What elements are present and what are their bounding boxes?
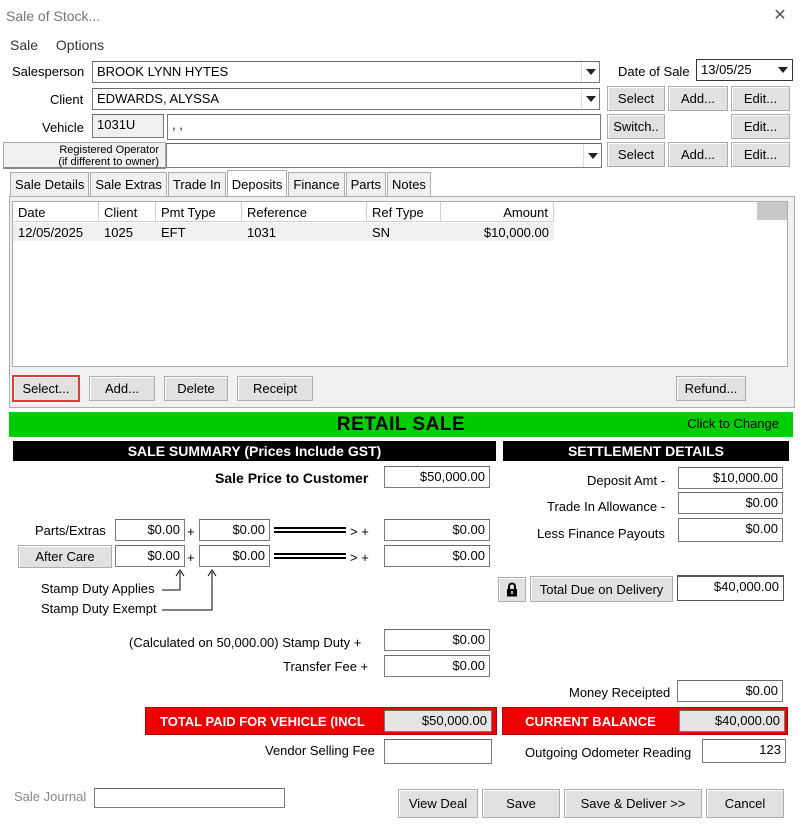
vendor-selling-fee-label: Vendor Selling Fee [265,743,375,758]
padlock-icon [506,582,518,597]
salesperson-label: Salesperson [12,64,85,79]
sale-journal-field[interactable] [94,788,285,808]
trade-in-allowance-label: Trade In Allowance - [547,499,666,514]
settlement-details-header: SETTLEMENT DETAILS [503,441,789,461]
transfer-fee-field[interactable]: $0.00 [384,655,490,677]
cell-amount: $10,000.00 [441,223,554,241]
salesperson-combo[interactable] [92,61,600,83]
column-header-reference[interactable]: Reference [242,202,367,222]
stamp-duty-connector-icon [150,568,220,614]
vehicle-description-field: , , [167,114,601,140]
sale-summary-header: SALE SUMMARY (Prices Include GST) [13,441,496,461]
after-care-field-a[interactable]: $0.00 [115,545,185,567]
total-paid-box [145,707,497,735]
close-icon[interactable]: ✕ [773,7,787,24]
tab-sale-extras[interactable]: Sale Extras [90,172,166,196]
double-line-arrow [274,553,346,559]
after-care-total: $0.00 [384,545,490,567]
column-header-amount[interactable]: Amount [441,202,554,222]
stamp-duty-applies-label[interactable]: Stamp Duty Applies [41,581,155,596]
tab-sale-details[interactable]: Sale Details [10,172,89,196]
tab-deposits[interactable]: Deposits [227,170,288,196]
transfer-fee-label: Transfer Fee + [283,659,369,674]
tab-trade-in[interactable]: Trade In [168,172,226,196]
column-header-ref-type[interactable]: Ref Type [367,202,441,222]
registered-operator-line2: (if different to owner) [58,156,159,168]
cancel-button[interactable]: Cancel [706,789,784,818]
cell-pmt-type: EFT [156,223,242,241]
after-care-field-b[interactable]: $0.00 [199,545,270,567]
total-due-on-delivery-button[interactable]: Total Due on Delivery [530,576,673,602]
operator-select-button[interactable]: Select [607,142,665,167]
money-receipted-label: Money Receipted [569,685,671,700]
sale-price-label: Sale Price to Customer [215,470,369,486]
cell-date: 12/05/2025 [13,223,99,241]
total-paid-value: $50,000.00 [384,710,492,732]
trade-in-allowance-field: $0.00 [678,492,783,514]
client-value: EDWARDS, ALYSSA [97,91,220,106]
total-paid-label: TOTAL PAID FOR VEHICLE (INCL [160,713,365,729]
menu-sale[interactable]: Sale [10,37,39,53]
retail-sale-banner[interactable] [9,412,793,437]
deposit-delete-button[interactable]: Delete [164,376,228,401]
parts-extras-total: $0.00 [384,519,490,541]
outgoing-odometer-label: Outgoing Odometer Reading [525,745,692,760]
sale-price-field[interactable]: $50,000.00 [384,466,490,488]
tab-strip [10,172,432,196]
cell-reference: 1031 [242,223,367,241]
parts-extras-field-a[interactable]: $0.00 [115,519,185,541]
column-header-date[interactable]: Date [13,202,99,222]
less-finance-payouts-field: $0.00 [678,518,783,542]
lock-icon[interactable] [498,577,526,602]
salesperson-value: BROOK LYNN HYTES [97,64,229,79]
click-to-change-label[interactable]: Click to Change [687,416,779,431]
stamp-duty-label: (Calculated on 50,000.00) Stamp Duty + [129,635,362,650]
save-deliver-button[interactable]: Save & Deliver >> [564,789,702,818]
outgoing-odometer-field[interactable]: 123 [702,739,786,763]
vehicle-edit-button[interactable]: Edit... [731,114,790,139]
current-balance-box [502,707,788,735]
date-dropdown-icon[interactable] [774,60,792,80]
column-header-pmt-type[interactable]: Pmt Type [156,202,242,222]
money-receipted-field: $0.00 [677,680,783,702]
vehicle-code-field: 1031U [92,114,164,138]
grid-corner [757,202,787,220]
stamp-duty-field[interactable]: $0.00 [384,629,490,651]
deposits-grid[interactable] [12,201,788,367]
client-add-button[interactable]: Add... [668,86,728,111]
cell-client: 1025 [99,223,156,241]
less-finance-payouts-label: Less Finance Payouts [537,526,665,541]
client-combo[interactable] [92,88,600,110]
tab-parts[interactable]: Parts [346,172,386,196]
tab-finance[interactable]: Finance [288,172,344,196]
date-of-sale-picker[interactable] [696,59,793,81]
vendor-selling-fee-field[interactable] [384,739,492,764]
deposit-receipt-button[interactable]: Receipt [237,376,313,401]
window-title: Sale of Stock... [6,8,101,24]
current-balance-label: CURRENT BALANCE [525,713,656,729]
parts-extras-field-b[interactable]: $0.00 [199,519,270,541]
column-header-client[interactable]: Client [99,202,156,222]
deposit-add-button[interactable]: Add... [89,376,155,401]
registered-operator-line1: Registered Operator [59,144,159,156]
registered-operator-combo[interactable] [166,143,602,168]
client-edit-button[interactable]: Edit... [731,86,790,111]
save-button[interactable]: Save [482,789,560,818]
menu-bar [10,37,118,53]
deposit-amt-label: Deposit Amt - [587,473,666,488]
view-deal-button[interactable]: View Deal [398,789,478,818]
arrow-plus: > + [350,524,369,539]
total-due-on-delivery-field: $40,000.00 [677,575,784,601]
deposit-refund-button[interactable]: Refund... [676,376,746,401]
date-of-sale-label: Date of Sale [618,64,690,79]
operator-add-button[interactable]: Add... [668,142,728,167]
vehicle-label: Vehicle [42,120,84,135]
plus-sign: + [187,524,195,539]
current-balance-value: $40,000.00 [679,710,785,732]
deposit-select-button[interactable]: Select... [12,375,80,402]
deposit-amt-field: $10,000.00 [678,467,783,489]
plus-sign: + [187,550,195,565]
salesperson-dropdown-icon[interactable] [581,62,599,82]
client-select-button[interactable]: Select [607,86,665,111]
date-of-sale-value: 13/05/25 [701,62,752,77]
vehicle-switch-button[interactable]: Switch.. [607,114,665,139]
client-label: Client [50,92,84,107]
retail-sale-title: RETAIL SALE [336,414,466,435]
tab-notes[interactable]: Notes [387,172,431,196]
sale-journal-label: Sale Journal [14,789,87,804]
after-care-button[interactable]: After Care [18,545,112,568]
double-line-arrow [274,527,346,533]
operator-edit-button[interactable]: Edit... [731,142,790,167]
parts-extras-label: Parts/Extras [35,523,106,538]
client-dropdown-icon[interactable] [581,89,599,109]
registered-operator-dropdown-icon[interactable] [583,144,601,167]
registered-operator-label [3,142,166,169]
menu-options[interactable]: Options [55,37,105,53]
stamp-duty-exempt-label[interactable]: Stamp Duty Exempt [41,601,157,616]
arrow-plus: > + [350,550,369,565]
cell-ref-type: SN [367,223,441,241]
